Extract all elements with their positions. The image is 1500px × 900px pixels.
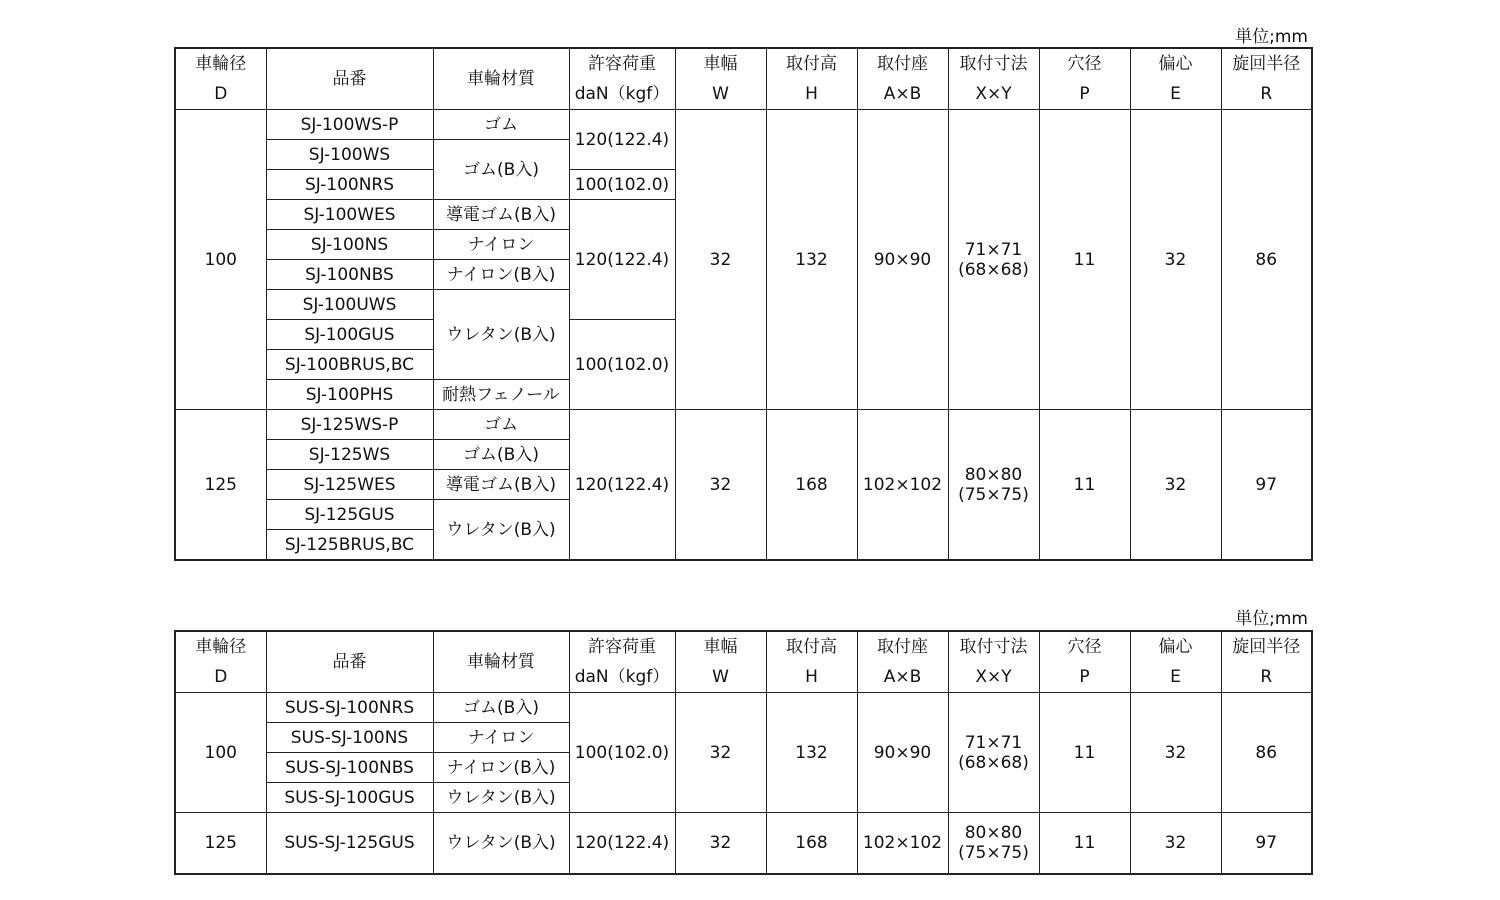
table-row	[175, 110, 1312, 140]
part-no-cell: SJ-100WS	[266, 140, 433, 170]
part-no-cell: SUS-SJ-125GUS	[266, 813, 433, 874]
width-cell: 32	[675, 110, 766, 410]
part-no-cell: SUS-SJ-100NS	[266, 723, 433, 753]
mount-alt: (68×68)	[958, 752, 1029, 773]
header-radius: 旋回半径	[1221, 631, 1312, 662]
part-no-cell: SJ-100NS	[266, 230, 433, 260]
part-no-cell: SJ-100UWS	[266, 290, 433, 320]
material-cell: 導電ゴム(B入)	[433, 470, 569, 500]
part-no-cell: SJ-100WS-P	[266, 110, 433, 140]
height-cell: 132	[766, 110, 857, 410]
table-row	[175, 813, 1312, 874]
sus-caster-spec-table	[174, 630, 1313, 875]
height-cell: 168	[766, 410, 857, 561]
header-width-symbol: W	[675, 662, 766, 693]
header-load-unit: daN（kgf）	[569, 662, 675, 693]
load-cell: 100(102.0)	[569, 320, 675, 410]
part-no-cell: SJ-100GUS	[266, 320, 433, 350]
header-height: 取付高	[766, 631, 857, 662]
load-cell: 120(122.4)	[569, 200, 675, 320]
material-cell: ゴム(B入)	[433, 140, 569, 200]
part-no-cell: SJ-100NRS	[266, 170, 433, 200]
load-cell: 100(102.0)	[569, 693, 675, 813]
material-cell: ウレタン(B入)	[433, 500, 569, 561]
part-no-cell: SJ-125BRUS,BC	[266, 530, 433, 561]
mount-cell	[948, 693, 1039, 813]
header-radius-symbol: R	[1221, 79, 1312, 110]
part-no-cell: SUS-SJ-100NRS	[266, 693, 433, 723]
unit-label: 単位;mm	[1235, 609, 1308, 629]
header-load: 許容荷重	[569, 631, 675, 662]
radius-cell: 86	[1221, 110, 1312, 410]
mount-alt: (75×75)	[958, 484, 1029, 505]
radius-cell: 86	[1221, 693, 1312, 813]
header-offset-symbol: E	[1130, 79, 1221, 110]
header-offset: 偏心	[1130, 48, 1221, 79]
part-no-cell: SJ-125GUS	[266, 500, 433, 530]
width-cell: 32	[675, 693, 766, 813]
mount-alt: (75×75)	[958, 842, 1029, 863]
header-width-symbol: W	[675, 79, 766, 110]
header-seat-symbol: A×B	[857, 662, 948, 693]
hole-cell: 11	[1039, 410, 1130, 561]
part-no-cell: SUS-SJ-100NBS	[266, 753, 433, 783]
material-cell: ウレタン(B入)	[433, 783, 569, 813]
hole-cell: 11	[1039, 813, 1130, 874]
radius-cell: 97	[1221, 813, 1312, 874]
part-no-cell: SJ-125WES	[266, 470, 433, 500]
header-radius-symbol: R	[1221, 662, 1312, 693]
wheel-dia-cell: 125	[175, 813, 266, 874]
header-height-symbol: H	[766, 662, 857, 693]
mount-primary: 80×80	[964, 464, 1023, 485]
seat-cell: 90×90	[857, 693, 948, 813]
header-wheel-dia: 車輪径	[175, 631, 266, 662]
header-mount-symbol: X×Y	[948, 662, 1039, 693]
mount-cell	[948, 110, 1039, 410]
mount-primary: 71×71	[964, 732, 1023, 753]
header-row	[175, 631, 1312, 662]
mount-primary: 71×71	[964, 239, 1023, 260]
table-row	[175, 693, 1312, 723]
material-cell: ゴム(B入)	[433, 693, 569, 723]
header-height-symbol: H	[766, 79, 857, 110]
seat-cell: 102×102	[857, 813, 948, 874]
part-no-cell: SJ-100BRUS,BC	[266, 350, 433, 380]
material-cell: ナイロン(B入)	[433, 753, 569, 783]
width-cell: 32	[675, 410, 766, 561]
material-cell: 導電ゴム(B入)	[433, 200, 569, 230]
part-no-cell: SJ-125WS-P	[266, 410, 433, 440]
offset-cell: 32	[1130, 693, 1221, 813]
part-no-cell: SUS-SJ-100GUS	[266, 783, 433, 813]
header-width: 車幅	[675, 48, 766, 79]
wheel-dia-cell: 125	[175, 410, 266, 561]
material-cell: ウレタン(B入)	[433, 813, 569, 874]
offset-cell: 32	[1130, 110, 1221, 410]
header-row	[175, 48, 1312, 79]
mount-alt: (68×68)	[958, 259, 1029, 280]
hole-cell: 11	[1039, 693, 1130, 813]
part-no-cell: SJ-100PHS	[266, 380, 433, 410]
header-hole: 穴径	[1039, 631, 1130, 662]
offset-cell: 32	[1130, 410, 1221, 561]
header-hole-symbol: P	[1039, 662, 1130, 693]
part-no-cell: SJ-100NBS	[266, 260, 433, 290]
material-cell: 耐熱フェノール	[433, 380, 569, 410]
offset-cell: 32	[1130, 813, 1221, 874]
header-offset: 偏心	[1130, 631, 1221, 662]
unit-label: 単位;mm	[1235, 27, 1308, 47]
material-cell: ナイロン	[433, 230, 569, 260]
height-cell: 168	[766, 813, 857, 874]
part-no-cell: SJ-125WS	[266, 440, 433, 470]
header-seat: 取付座	[857, 631, 948, 662]
height-cell: 132	[766, 693, 857, 813]
header-hole: 穴径	[1039, 48, 1130, 79]
header-mount: 取付寸法	[948, 48, 1039, 79]
material-cell: ウレタン(B入)	[433, 290, 569, 380]
header-wheel-dia-symbol: D	[175, 79, 266, 110]
header-hole-symbol: P	[1039, 79, 1130, 110]
mount-cell	[948, 813, 1039, 874]
header-wheel-dia: 車輪径	[175, 48, 266, 79]
material-cell: ナイロン	[433, 723, 569, 753]
header-offset-symbol: E	[1130, 662, 1221, 693]
caster-spec-table	[174, 47, 1313, 561]
header-mount: 取付寸法	[948, 631, 1039, 662]
header-seat-symbol: A×B	[857, 79, 948, 110]
header-width: 車幅	[675, 631, 766, 662]
header-radius: 旋回半径	[1221, 48, 1312, 79]
material-cell: ゴム(B入)	[433, 440, 569, 470]
load-cell: 120(122.4)	[569, 110, 675, 170]
radius-cell: 97	[1221, 410, 1312, 561]
header-load-unit: daN（kgf）	[569, 79, 675, 110]
load-cell: 120(122.4)	[569, 410, 675, 561]
header-mount-symbol: X×Y	[948, 79, 1039, 110]
material-cell: ゴム	[433, 110, 569, 140]
header-material: 車輪材質	[433, 631, 569, 693]
seat-cell: 102×102	[857, 410, 948, 561]
mount-primary: 80×80	[964, 822, 1023, 843]
part-no-cell: SJ-100WES	[266, 200, 433, 230]
header-seat: 取付座	[857, 48, 948, 79]
header-part-no: 品番	[266, 48, 433, 110]
header-material: 車輪材質	[433, 48, 569, 110]
load-cell: 120(122.4)	[569, 813, 675, 874]
header-wheel-dia-symbol: D	[175, 662, 266, 693]
wheel-dia-cell: 100	[175, 693, 266, 813]
material-cell: ナイロン(B入)	[433, 260, 569, 290]
table-row	[175, 410, 1312, 440]
wheel-dia-cell: 100	[175, 110, 266, 410]
width-cell: 32	[675, 813, 766, 874]
header-height: 取付高	[766, 48, 857, 79]
material-cell: ゴム	[433, 410, 569, 440]
mount-cell	[948, 410, 1039, 561]
header-load: 許容荷重	[569, 48, 675, 79]
header-part-no: 品番	[266, 631, 433, 693]
load-cell: 100(102.0)	[569, 170, 675, 200]
hole-cell: 11	[1039, 110, 1130, 410]
seat-cell: 90×90	[857, 110, 948, 410]
